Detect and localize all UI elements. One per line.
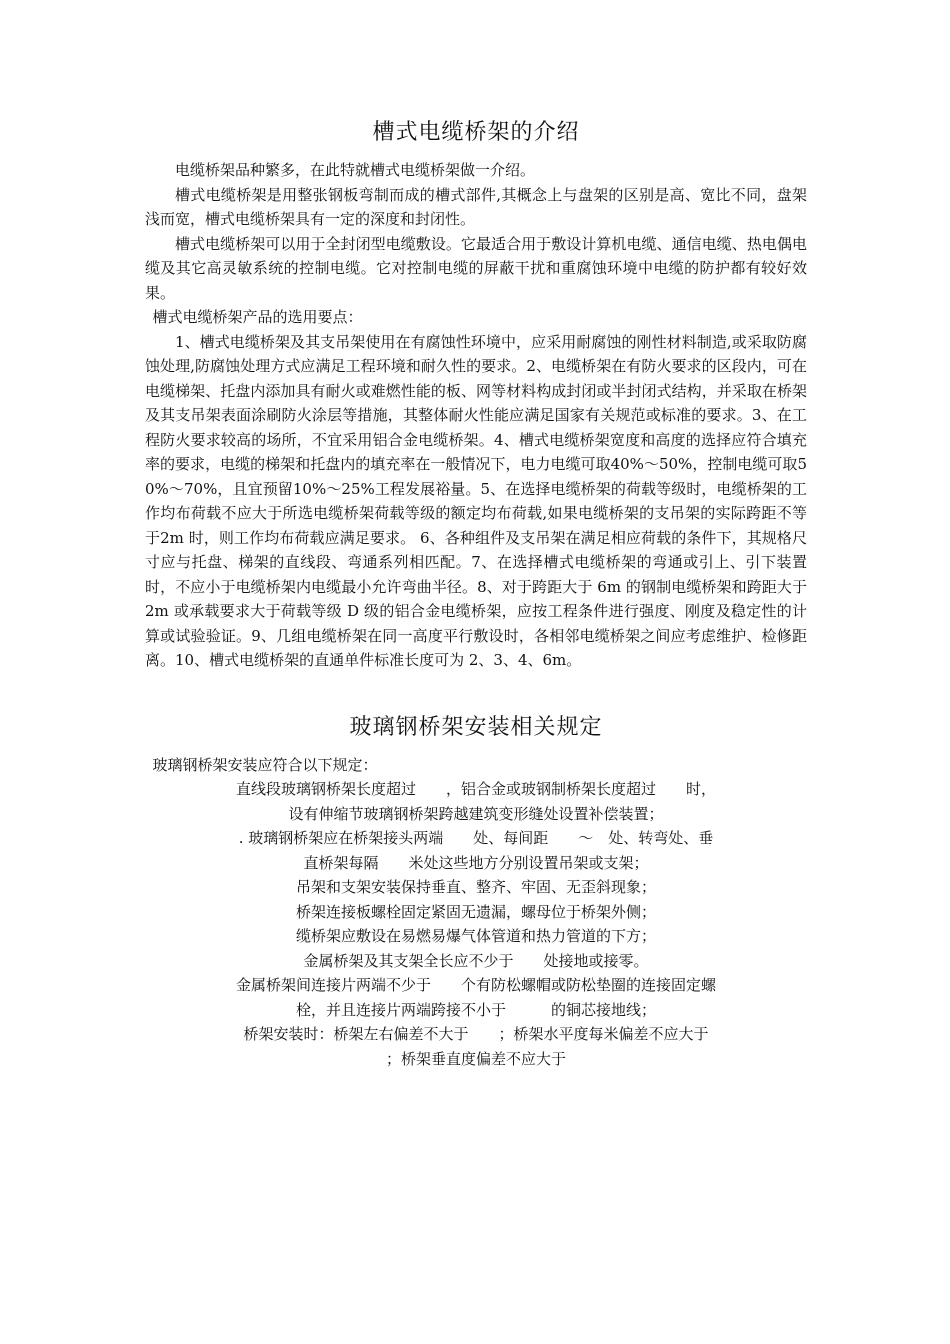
rule-line: . 玻璃钢桥架应在桥架接头两端 处、每间距 ～ 处、转弯处、垂 [238, 829, 714, 847]
rule-line: 金属桥架及其支架全长应不少于 处接地或接零。 [303, 951, 649, 970]
rule-line: 缆桥架应敷设在易燃易爆气体管道和热力管道的下方； [295, 927, 656, 945]
section1-subheading: 槽式电缆桥架产品的选用要点： [152, 308, 363, 326]
section2-intro: 玻璃钢桥架安装应符合以下规定： [152, 755, 378, 774]
rule-line: 直桥架每隔 米处这些地方分别设置吊架或支架； [303, 853, 649, 872]
rule-item [145, 777, 807, 826]
rule-line: 直线段玻璃钢桥架长度超过 ，铝合金或玻钢制桥架长度超过 时， [235, 780, 716, 798]
section2-title: 玻璃钢桥架安装相关规定 [349, 714, 603, 740]
rule-line: 设有伸缩节玻璃钢桥架跨越建筑变形缝处设置补偿装置； [288, 804, 664, 823]
rule-item [145, 924, 807, 949]
rule-item [145, 900, 807, 925]
rule-item [145, 826, 807, 875]
rules-list [145, 777, 807, 1071]
rule-line: 桥架连接板螺栓固定紧固无遗漏，螺母位于桥架外侧； [295, 902, 656, 921]
section1-intro: 电缆桥架品种繁多，在此特就槽式电缆桥架做一介绍。 [175, 161, 536, 179]
rule-item [145, 973, 807, 1022]
rule-line: 吊架和支架安装保持垂直、整齐、牢固、无歪斜现象； [295, 878, 656, 896]
rule-line: 桥架安装时：桥架左右偏差不大于 ；桥架水平度每米偏差不应大于 [243, 1025, 709, 1043]
section1-para2: 槽式电缆桥架可以用于全封闭型电缆敷设。它最适合用于敷设计算机电缆、通信电缆、热电偶电缆及其它高灵敏系统的控制电缆。它对控制电缆的屏蔽干扰和重腐蚀环境中电缆的防护都有较好效果。 [145, 234, 807, 302]
section1-points: 1、槽式电缆桥架及其支吊架使用在有腐蚀性环境中，应采用耐腐蚀的刚性材料制造,或采取防腐蚀处理,防腐蚀处理方式应满足工程环境和耐久性的要求。2、电缆桥架在有防火要求的区段内，可在电缆梯架、托盘内添加具有耐火或难燃性能的板、网等材料构成封闭或半封闭式结构，并采取在桥架及其支吊架表面涂刷防火涂层等措施，其整体耐火性能应满足国家有关规范或标准的要求。3、在工程防火要求较高的场所，不宜采用铝合金电缆桥架。4、槽式电缆桥架宽度和高度的选择应符合填充率的要求，电缆的梯架和托盘内的填充率在一般情况下，电力电缆可取40%～50%，控制电缆可取50%～70%，且宜预留10%～25%工程发展裕量。5、在选择电缆桥架的荷载等级时，电缆桥架的工作均布荷载不应大于所选电缆桥架荷载等级的额定均布荷载,如果电缆桥架的支吊架的实际跨距不等于2m 时，则工作均布荷载应满足要求。 6、各种组件及支吊架在满足相应荷载的条件下，其规格尺寸应与托盘、梯架的直线段、弯通系列相匹配。7、在选择槽式电缆桥架的弯通或引上、引下装置时，不应小于电缆桥架内电缆最小允许弯曲半径。8、对于跨距大于 6m 的钢制电缆桥架和跨距大于 2m 或承载要求大于荷载等级 D 级的铝合金电缆桥架，应按工程条件进行强度、刚度及稳定性的计算或试验验证。9、几组电缆桥架在同一高度平行敷设时，各相邻电缆桥架之间应考虑维护、检修距离。10、槽式电缆桥架的直通单件标准长度可为 2、3、4、6m。 [145, 332, 807, 669]
section1-para1: 槽式电缆桥架是用整张钢板弯制而成的槽式部件,其概念上与盘架的区别是高、宽比不同，盘架浅而宽，槽式电缆桥架具有一定的深度和封闭性。 [145, 185, 807, 228]
rule-item [145, 875, 807, 900]
rule-item [145, 949, 807, 974]
rule-line: 栓，并且连接片两端跨接不小于 的铜芯接地线； [295, 1000, 656, 1019]
document-content [145, 118, 807, 1071]
rule-line: ；桥架垂直度偏差不应大于 [385, 1049, 566, 1068]
rule-line: 金属桥架间连接片两端不少于 个有防松螺帽或防松垫圈的连接固定螺 [235, 976, 716, 994]
rule-item [145, 1022, 807, 1071]
section1-title: 槽式电缆桥架的介绍 [372, 120, 580, 145]
